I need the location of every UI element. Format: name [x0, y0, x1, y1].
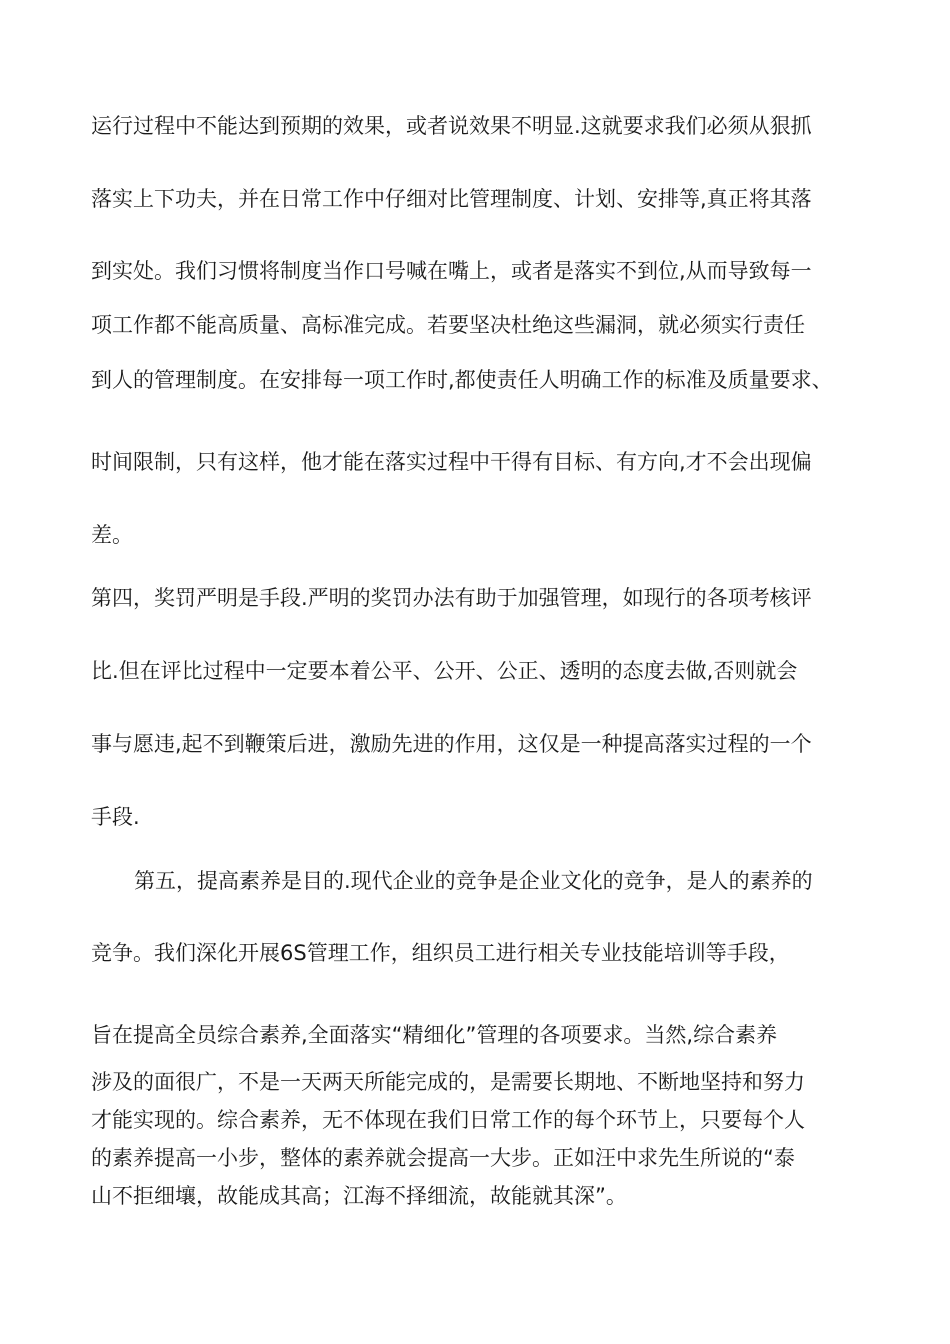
- paragraph-line: 旨在提高全员综合素养,全面落实“精细化”管理的各项要求。当然,综合素养: [91, 1023, 778, 1047]
- paragraph-line: 到人的管理制度。在安排每一项工作时,都使责任人明确工作的标准及质量要求、: [91, 368, 833, 392]
- paragraph-line: 第四，奖罚严明是手段.严明的奖罚办法有助于加强管理，如现行的各项考核评: [91, 586, 812, 610]
- paragraph-line: 落实上下功夫，并在日常工作中仔细对比管理制度、计划、安排等,真正将其落: [91, 187, 812, 211]
- paragraph-line: 手段.: [91, 805, 140, 829]
- paragraph-line: 的素养提高一小步，整体的素养就会提高一大步。正如汪中求先生所说的“泰: [91, 1146, 795, 1170]
- paragraph-line: 差。: [91, 523, 133, 547]
- paragraph-line: 山不拒细壤，故能成其高；江海不择细流，故能就其深”。: [91, 1184, 627, 1208]
- paragraph-line: 第五，提高素养是目的.现代企业的竞争是企业文化的竞争，是人的素养的: [134, 869, 813, 893]
- paragraph-line: 竞争。我们深化开展6S管理工作，组织员工进行相关专业技能培训等手段，: [91, 941, 790, 965]
- paragraph-line: 比.但在评比过程中一定要本着公平、公开、公正、透明的态度去做,否则就会: [91, 659, 798, 683]
- paragraph-line: 才能实现的。综合素养，无不体现在我们日常工作的每个环节上，只要每个人: [91, 1108, 805, 1132]
- paragraph-line: 涉及的面很广，不是一天两天所能完成的，是需要长期地、不断地坚持和努力: [91, 1070, 805, 1094]
- paragraph-line: 事与愿违,起不到鞭策后进，激励先进的作用，这仅是一种提高落实过程的一个: [91, 732, 812, 756]
- paragraph-line: 运行过程中不能达到预期的效果，或者说效果不明显.这就要求我们必须从狠抓: [91, 114, 812, 138]
- paragraph-line: 项工作都不能高质量、高标准完成。若要坚决杜绝这些漏洞，就必须实行责任: [91, 313, 805, 337]
- paragraph-line: 时间限制，只有这样，他才能在落实过程中干得有目标、有方向,才不会出现偏: [91, 450, 812, 474]
- paragraph-line: 到实处。我们习惯将制度当作口号喊在嘴上，或者是落实不到位,从而导致每一: [91, 259, 812, 283]
